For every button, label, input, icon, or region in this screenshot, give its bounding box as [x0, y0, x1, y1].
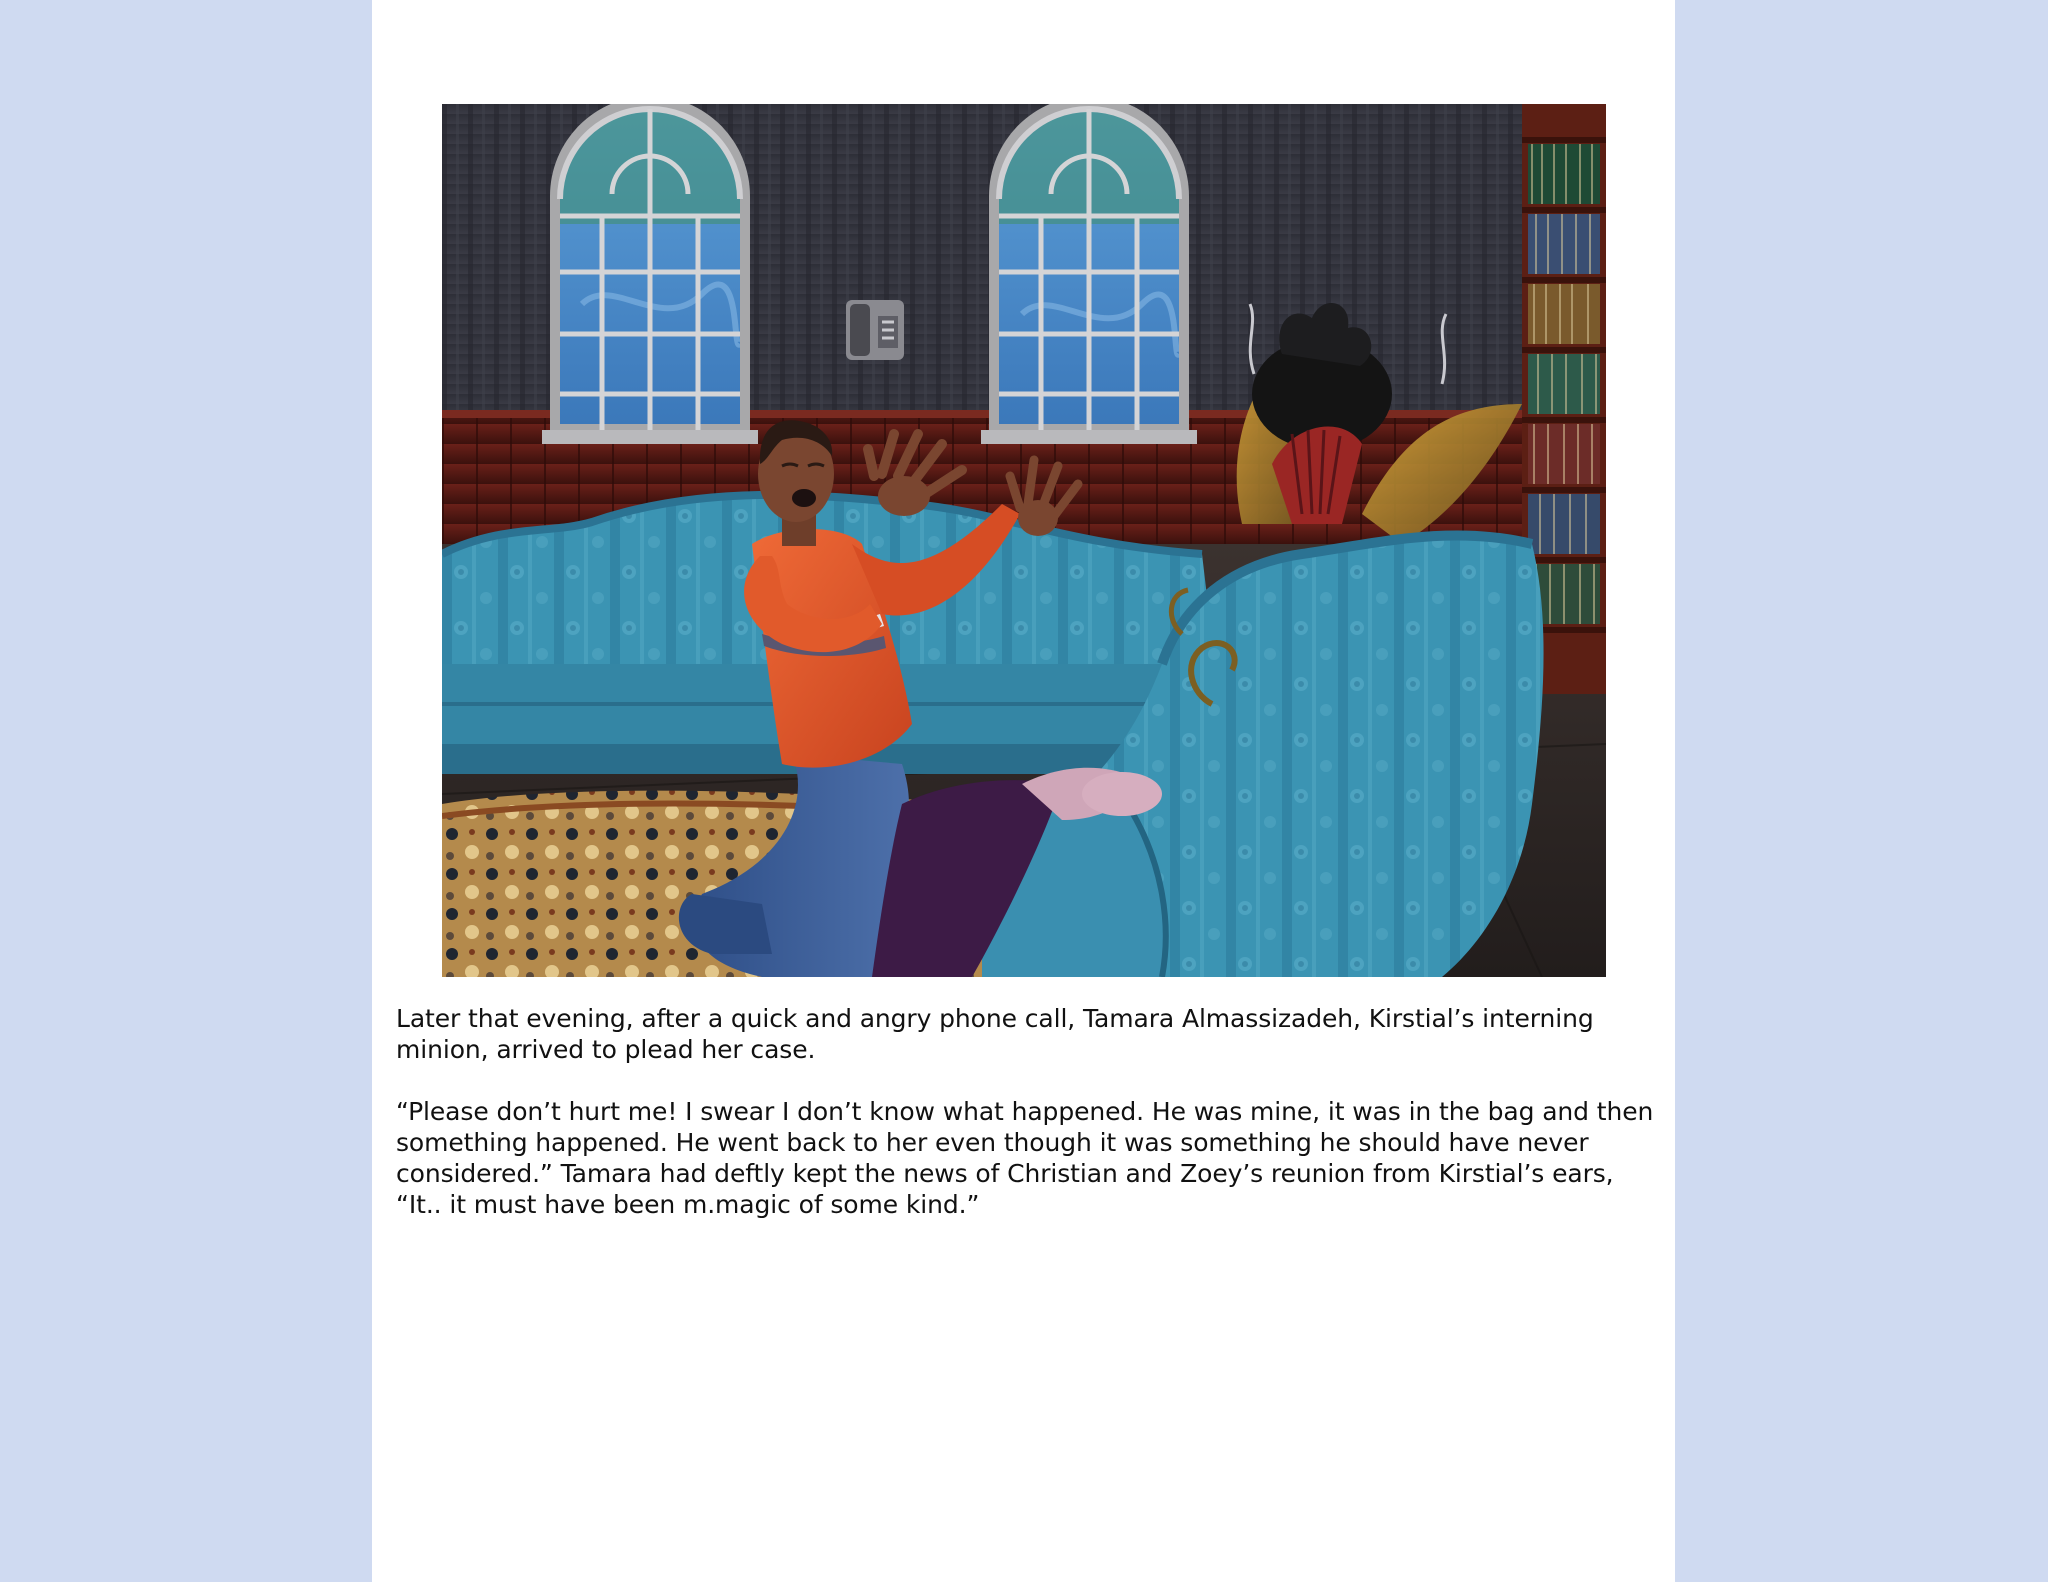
- story-paragraph-2: “Please don’t hurt me! I swear I don’t know what happened. He was mine, it was in the bag and then something happened. He went back to her even though it was something he should have never considered.” Tamara had deftly kept the news of Christian and Zoey’s reunion from Kirstial’s ears, “It.. it must have been m.magic of some kind.”: [396, 1097, 1654, 1219]
- story-text: [396, 1003, 1656, 1251]
- story-screenshot-image: [442, 104, 1606, 977]
- document-page: [372, 0, 1675, 1582]
- story-paragraph-1: Later that evening, after a quick and angry phone call, Tamara Almassizadeh, Kirstial’s interning minion, arrived to plead her case.: [396, 1004, 1594, 1064]
